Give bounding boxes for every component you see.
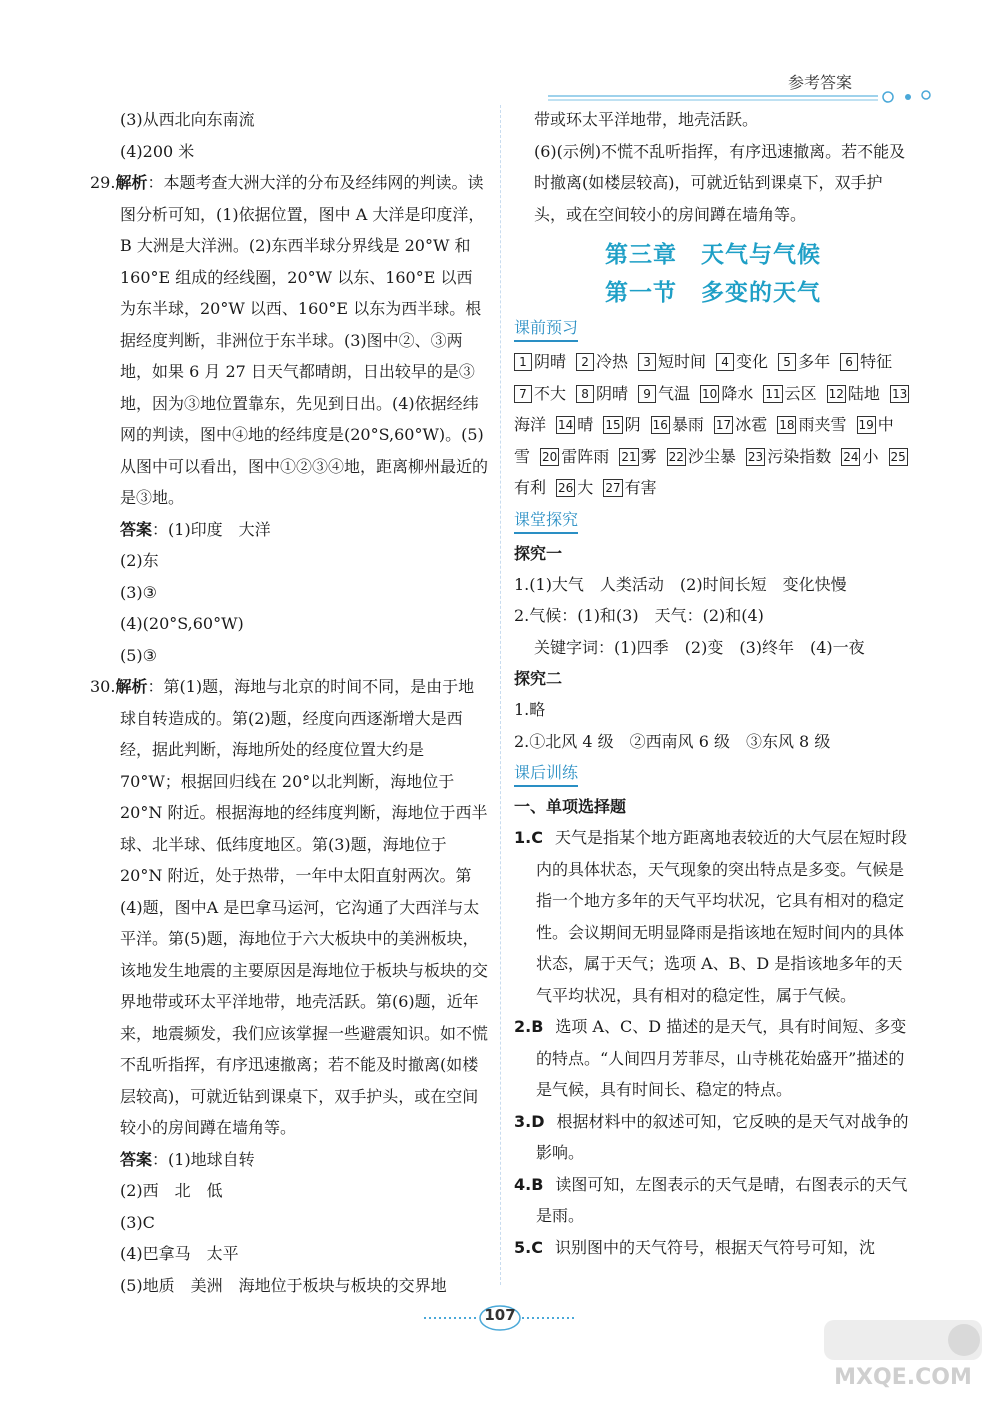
page-number: 107	[484, 1306, 516, 1324]
mc-number: 4.B	[514, 1174, 544, 1194]
preview-item-text: 短时间	[658, 352, 707, 371]
analysis-label: 解析	[115, 173, 148, 192]
preview-item	[603, 478, 656, 497]
explore2-line: 1.略	[514, 700, 546, 719]
preview-item-number: 7	[514, 385, 532, 403]
preview-item-number: 21	[621, 449, 637, 464]
preview-item	[540, 447, 609, 466]
preview-item-text: 阴晴	[534, 352, 567, 371]
preview-item	[556, 478, 593, 497]
chapter-title: 第三章 天气与气候	[605, 242, 821, 268]
mc-number: 1.C	[514, 828, 543, 847]
preview-item-text: 有害	[624, 478, 657, 497]
preview-item	[700, 384, 753, 403]
explore1-title: 探究一	[514, 543, 563, 563]
preview-item-number: 13	[891, 386, 908, 401]
explore1-line: 2.气候：(1)和(3) 天气：(2)和(4)	[514, 606, 764, 625]
preview-item	[763, 384, 816, 403]
watermark-text: MXQE.COM	[834, 1365, 972, 1390]
preview-item-number: 15	[605, 418, 621, 432]
preview-item-text: 小	[862, 446, 879, 466]
preview-item-text: 大	[577, 478, 594, 497]
preview-item-number: 11	[765, 386, 781, 401]
preview-item	[638, 352, 706, 371]
preview-item	[840, 352, 892, 371]
answer-line: (4)(20°S,60°W)	[120, 614, 244, 633]
preview-item-text: 不大	[534, 383, 567, 403]
preview-item-number: 25	[890, 449, 906, 464]
preview-item-number: 18	[779, 418, 795, 432]
preview-item-number: 5	[778, 353, 796, 371]
right-column	[514, 104, 912, 1263]
preview-item-text: 阴晴	[596, 383, 629, 403]
preview-item-number: 22	[668, 449, 684, 464]
preview-item-text: 特征	[860, 352, 893, 371]
preview-item-number: 17	[715, 418, 732, 432]
preview-item	[841, 447, 878, 466]
preview-item-text: 中雪	[514, 415, 894, 466]
q29-number: 29.	[90, 173, 116, 192]
mc-item	[514, 1011, 912, 1106]
section-tag-practice: 课后训练	[514, 761, 578, 787]
preview-item-number: 4	[716, 353, 734, 371]
preview-item	[778, 352, 830, 371]
mc-text: 选项 A、C、D 描述的是天气，具有时间短、多变的特点。“人间四月芳菲尽，山寺桃花始盛开”描述的是气候，具有时间长、稳定的特点。	[536, 1017, 907, 1099]
preview-item	[556, 415, 593, 434]
preview-item	[716, 352, 768, 371]
answer-line: ：(1)印度 大洋	[152, 519, 271, 539]
mc-number: 2.B	[514, 1017, 544, 1036]
mc-text: 识别图中的天气符号，根据天气符号可知，沈	[554, 1237, 875, 1257]
preview-item-number: 27	[605, 481, 621, 495]
preview-item-text: 污染指数	[767, 446, 832, 466]
explore1-line: 关键字词：(1)四季 (2)变 (3)终年 (4)一夜	[534, 637, 865, 657]
preview-item-number: 19	[858, 418, 874, 432]
preview-item-text: 变化	[736, 352, 769, 371]
preview-item	[777, 415, 846, 434]
q30-text: ：第(1)题，海地与北京的时间不同，是由于地球自转造成的。第(2)题，经度向西逐渐增大是西经，据此判断，海地所处的经度位置大约是 70°W；根据回归线在 20°以北判断，海地位于 20°N 附近。根据海地的经纬度判断，海地位于西半球、北半球、低纬度地区。第(3)题，海地位于 20°N 附近，处于热带，一年中太阳直射两次。第(4)题，图中A 是巴拿马运河，它沟通了大西洋与太平洋。第(5)题，海地位于六大板块中的美洲板块，该地发生地震的主要原因是海地位于板块与板块的交界地带或环太平洋地带，地壳活跃。第(6)题，近年来，地震频发，我们应该掌握一些避震知识。如不慌不乱听指挥，有序迅速撤离；若不能及时撤离(如楼层较高)，可就近钻到课桌下，双手护头，或在空间较小的房间蹲在墙角等。	[120, 677, 489, 1137]
watermark-logo	[818, 1318, 988, 1392]
preview-item	[638, 384, 690, 403]
mc-item	[514, 822, 912, 1011]
preview-item-text: 海洋	[514, 415, 547, 434]
preview-item-number: 23	[747, 449, 764, 464]
explore2-line: 2.①北风 4 级 ②西南风 6 级 ③东风 8 级	[514, 731, 831, 751]
answer-label: 答案	[120, 519, 153, 539]
q29-text: ：本题考查大洲大洋的分布及经纬网的判读。读图分析可知，(1)依据位置，图中 A 大洋是印度洋，B 大洲是大洋洲。(2)东西半球分界线是 20°W 和160°E 组成的经线圈，20°W 以东、160°E 以西为东半球，20°W 以西、160°E 以东为西半球。根据经度判断，非洲位于东半球。(3)图中②、③两地，如果 6 月 27 日天气都晴朗，日出较早的是③地，因为③地位置靠东，先见到日出。(4)依据经纬网的判读，图中④地的经纬度是(20°S,60°W)。(5)从图中可以看出，图中①②③④地，距离柳州最近的是③地。	[120, 173, 489, 507]
answer-line: (5)③	[120, 645, 158, 665]
preview-item	[746, 447, 831, 466]
answer-label: 答案	[120, 1149, 153, 1169]
preview-item-number: 2	[576, 353, 594, 371]
preview-item-text: 气温	[658, 383, 691, 403]
preview-item-number: 6	[840, 353, 858, 371]
preview-item-text: 冰雹	[735, 415, 768, 434]
preview-item-number: 10	[702, 386, 718, 401]
preview-item-number: 1	[514, 353, 532, 371]
mc-list	[514, 822, 912, 1263]
preview-item-number: 3	[638, 353, 656, 371]
preview-item-text: 陆地	[847, 383, 880, 403]
preview-item	[667, 447, 736, 466]
preview-item	[827, 384, 880, 403]
preview-item-number: 9	[638, 385, 656, 403]
continued-line: 带或环太平洋地带，地壳活跃。	[534, 110, 759, 129]
preview-item-text: 降水	[721, 383, 754, 403]
q30-answer	[110, 1144, 488, 1176]
q30-analysis	[90, 671, 488, 1144]
column-divider	[500, 105, 501, 1285]
mc-number: 3.D	[514, 1111, 545, 1131]
preview-item	[576, 352, 628, 371]
section-title: 第一节 多变的天气	[605, 280, 821, 306]
q29-analysis	[90, 167, 488, 514]
preview-item-text: 雨夹雪	[798, 415, 847, 434]
text-line: (3)从西北向东南流	[120, 110, 255, 129]
mc-item	[514, 1169, 912, 1232]
preview-item	[603, 415, 640, 434]
preview-item	[619, 447, 656, 466]
preview-item-number: 20	[542, 449, 558, 464]
preview-item-number: 26	[558, 481, 574, 495]
preview-list	[514, 346, 912, 504]
preview-item	[714, 415, 767, 434]
answer-line: (2)西 北 低	[120, 1181, 223, 1200]
answer-line: (4)巴拿马 太平	[120, 1244, 239, 1263]
preview-item-text: 雷阵雨	[561, 446, 610, 466]
preview-item-text: 阴	[624, 415, 641, 434]
preview-item-text: 晴	[577, 415, 594, 434]
preview-item	[514, 352, 566, 371]
header-label: 参考答案	[788, 73, 853, 92]
preview-item-text: 雾	[640, 446, 657, 466]
section-tag-preview: 课前预习	[514, 316, 578, 342]
mc-item	[514, 1106, 912, 1169]
part1-title: 一、单项选择题	[514, 797, 627, 816]
preview-item-text: 多年	[798, 352, 831, 371]
explore2-title: 探究二	[514, 669, 563, 688]
answer-line: (3)③	[120, 582, 158, 602]
preview-item-number: 14	[558, 418, 574, 432]
mc-number: 5.C	[514, 1237, 543, 1257]
q29-answer	[110, 514, 488, 546]
mc-text: 读图可知，左图表示的天气是晴，右图表示的天气是雨。	[536, 1174, 908, 1225]
preview-item-text: 沙尘暴	[687, 446, 736, 466]
analysis-label: 解析	[115, 677, 148, 696]
preview-item-number: 8	[576, 385, 594, 403]
answer-line: ：(1)地球自转	[152, 1149, 255, 1169]
mc-text: 根据材料中的叙述可知，它反映的是天气对战争的影响。	[536, 1111, 909, 1162]
preview-item-text: 有利	[514, 478, 547, 497]
mc-text: 天气是指某个地方距离地表较近的大气层在短时段内的具体状态，天气现象的突出特点是多变。气候是指一个地方多年的天气平均状况，它具有相对的稳定性。会议期间无明显降雨是指该地在短时间内的具体状态，属于天气；选项 A、B、D 是指该地多年的天气平均状况，具有相对的稳定性，属于气候。	[536, 828, 907, 1005]
preview-item-number: 16	[652, 418, 668, 432]
preview-item	[651, 415, 704, 434]
preview-item-number: 12	[828, 386, 844, 401]
q6-text: (6)(示例)不慌不乱听指挥，有序迅速撤离。若不能及时撤离(如楼层较高)，可就近钻到课桌下，双手护头，或在空间较小的房间蹲在墙角等。	[534, 141, 906, 224]
explore1-line: 1.(1)大气 人类活动 (2)时间长短 变化快慢	[514, 574, 847, 594]
answer-line: (3)C	[120, 1212, 155, 1232]
preview-item-text: 云区	[784, 383, 817, 403]
answer-line: (5)地质 美洲 海地位于板块与板块的交界地	[120, 1275, 447, 1295]
preview-item	[514, 384, 566, 403]
section-tag-explore: 课堂探究	[514, 508, 578, 534]
preview-item	[576, 384, 628, 403]
mc-item	[514, 1232, 912, 1264]
left-column	[90, 104, 489, 1301]
preview-item-text: 暴雨	[671, 415, 704, 434]
preview-item-number: 24	[843, 449, 859, 464]
text-line: (4)200 米	[120, 141, 195, 161]
q30-number: 30.	[90, 677, 116, 696]
answer-line: (2)东	[120, 551, 159, 570]
preview-item-text: 冷热	[596, 352, 629, 371]
